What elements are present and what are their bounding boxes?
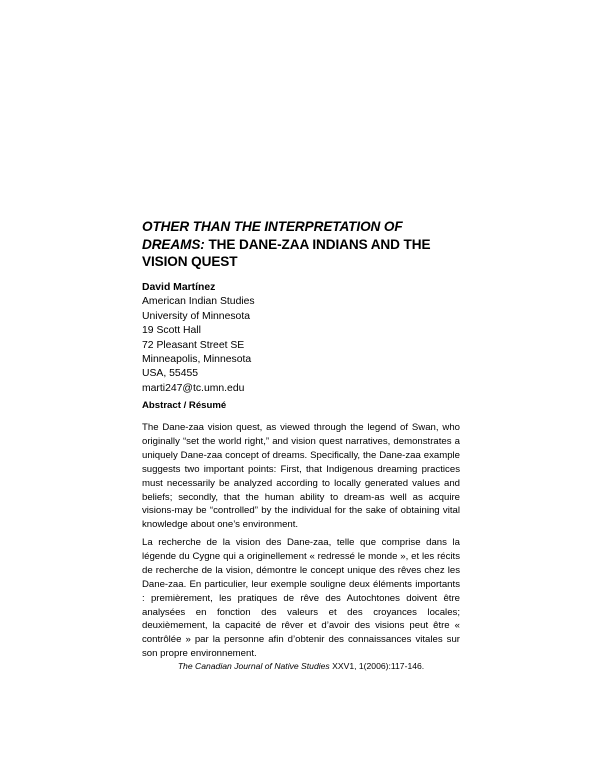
affiliation-line: University of Minnesota [142, 310, 250, 322]
affiliation-line: Minneapolis, Minnesota [142, 354, 252, 366]
affiliation-line: USA, 55455 [142, 368, 199, 380]
journal-title: The Canadian Journal of Native Studies [177, 661, 330, 671]
author-name: David Martínez [142, 282, 216, 293]
abstract-french: La recherche de la vision des Dane-zaa, telle que comprise dans la légende du Cygne qui a originellement « redressé le monde », et les récits de recherche de la vision, démontre le concept unique des rêves chez les Dane-zaa. En particulier, leur exemple souligne deux éléments importants : premièrement, les pratiques de rêve des Autochtones doivent être analysées en fonction des valeurs et des croyances locales; deuxièmement, la capacité de rêver et d’avoir des visions peut être « contrôlée » par la personne afin d’obtenir des connaissances vitales sur son propre environnement. [142, 537, 460, 660]
journal-citation [142, 661, 460, 672]
article-title [142, 218, 462, 271]
affiliation-line: 72 Pleasant Street SE [142, 339, 245, 351]
affiliation-line: American Indian Studies [142, 296, 255, 308]
journal-volume: XXV1, 1(2006):117-146. [332, 661, 425, 671]
abstract-english: The Dane-zaa vision quest, as viewed through the legend of Swan, who originally “set the world right,” and vision quest narratives, demonstrates a uniquely Dane-zaa concept of dreams. Specifically, the Dane-zaa example suggests two important points: First, that Indigenous dreaming practices must necessarily be analyzed according to locally generated values and beliefs; secondly, that the human ability to dream-as well as acquire visions-may be “controlled” by the individual for the sake of obtaining vital knowledge about one’s environment. [142, 422, 460, 531]
abstract-heading: Abstract / Résumé [142, 400, 227, 411]
author-block [142, 281, 442, 396]
author-email: marti247@tc.umn.edu [142, 382, 245, 394]
article-title-rest: THE DANE-ZAA INDIANS AND THE VISION QUEST [142, 236, 431, 269]
article-title-italic: OTHER THAN THE INTERPRETATION OF DREAMS: [142, 219, 403, 252]
affiliation-line: 19 Scott Hall [142, 325, 201, 337]
